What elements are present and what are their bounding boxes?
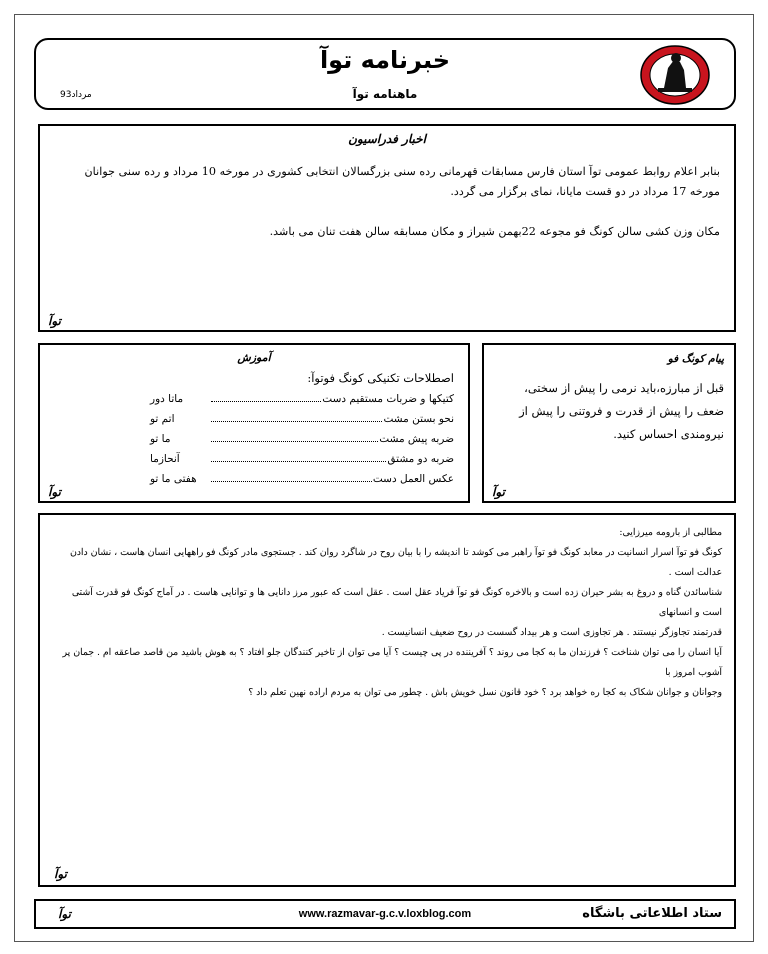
term-row [150, 473, 454, 493]
message-body: قبل از مبارزه،باید نرمی را پیش از سختی، ضعف را پیش از قدرت و فروتنی را پیش از نیرومندی احساس کنید. [519, 381, 724, 441]
terms-list [150, 393, 454, 493]
dotted-leader [211, 401, 321, 402]
term-row [150, 453, 454, 473]
term-meaning: هفتی ما تو [150, 473, 197, 485]
term-name: نحو بستن مشت [383, 413, 454, 425]
term-name: کتیکها و ضربات مستقیم دست [322, 393, 454, 405]
term-meaning: ما تو [150, 433, 171, 445]
message-title: پیام کونگ فو [667, 353, 724, 365]
term-meaning: آنحازما [150, 453, 180, 465]
dotted-leader [211, 461, 386, 462]
dotted-leader [211, 441, 378, 442]
newsletter-header [34, 38, 736, 110]
footer-label: ستاد اطلاعاتی باشگاه [582, 906, 722, 921]
dotted-leader [211, 421, 382, 422]
section-signature: توآ [54, 867, 67, 881]
term-meaning: ماتا دور [150, 393, 184, 405]
article-section [38, 513, 736, 887]
article-line: مطالبی از بارومه میرزایی: [619, 527, 722, 538]
message-section [482, 343, 736, 503]
training-intro: اصطلاحات تکنیکی کونگ فوتوآ: [307, 371, 454, 385]
article-line: شناسائدن گناه و دروغ به بشر حیران زده است و بالاخره کونگ فو توآ فریاد عقل است . عقل است که عبور مرز دانایی ها و توانایی هاست . در آماج کونگ فو قدرت آشتی است و انسانهای [71, 587, 722, 618]
term-row [150, 413, 454, 433]
term-name: ضربه پیش مشت [379, 433, 454, 445]
section-signature: توآ [48, 314, 61, 328]
news-paragraph: مکان وزن کشی سالن کونگ فو مجوعه 22بهمن شیراز و مکان مسابقه سالن هفت تنان می باشد. [269, 225, 720, 238]
footer [34, 899, 736, 929]
issue-date: مرداد93 [60, 90, 92, 100]
training-section [38, 343, 470, 503]
term-name: ضربه دو مشتق [387, 453, 454, 465]
footer-signature: توآ [58, 907, 71, 921]
newsletter-title: خبرنامه توآ [319, 46, 451, 74]
article-line: قدرتمند تجاوزگر نیستند . هر تجاوزی است و هر بیداد گسست در روح ضعیف انسانیست . [381, 627, 722, 638]
article-line: کونگ فو توآ اسرار انسانیت در معابد کونگ فو توآ راهبر می کوشد تا اندیشه را با بیان روح در شاگرد روان کند . جستجوی مادر کونگ فو راههایی انسان هاست ، نشان دادن عدالت است . [69, 547, 722, 578]
term-name: عکس العمل دست [372, 473, 454, 485]
section-signature: توآ [48, 485, 61, 499]
dotted-leader [211, 481, 372, 482]
section-signature: توآ [492, 485, 505, 499]
article-body [52, 523, 722, 703]
training-title: آموزش [237, 351, 271, 364]
club-emblem-icon [638, 44, 712, 106]
term-row [150, 393, 454, 413]
article-line: آیا انسان را می توان شناخت ؟ فرزندان ما به کجا می روند ؟ آفریننده در پی چیست ؟ آیا می توان از تاخیر کنندگان جلو افتاد ؟ به هوش باشید من قاصد صاعقه ام . جمان پر آشوب امروز با [62, 647, 722, 678]
news-paragraph: بنابر اعلام روابط عمومی توآ استان فارس مسابقات قهرمانی رده سنی بزرگسالان انتخابی کشوری در مورخه 10 مرداد و رده سنی جوانان مورخه 17 مرداد در دو قست مایانا، نمای برگزار می گردد. [84, 165, 720, 198]
term-row [150, 433, 454, 453]
news-section [38, 124, 736, 332]
newsletter-subtitle: ماهنامه توآ [352, 87, 418, 101]
news-title: اخبار فدراسیون [348, 132, 426, 146]
website-link[interactable]: www.razmavar-g.c.v.loxblog.com [298, 908, 472, 920]
term-meaning: اتم تو [150, 413, 175, 425]
article-line: وجوانان و جوانان شکاک به کجا ره خواهد برد ؟ خود قانون نسل خویش باش . چطور می توان به مردم اراده نهین تعلم داد ؟ [248, 687, 722, 698]
